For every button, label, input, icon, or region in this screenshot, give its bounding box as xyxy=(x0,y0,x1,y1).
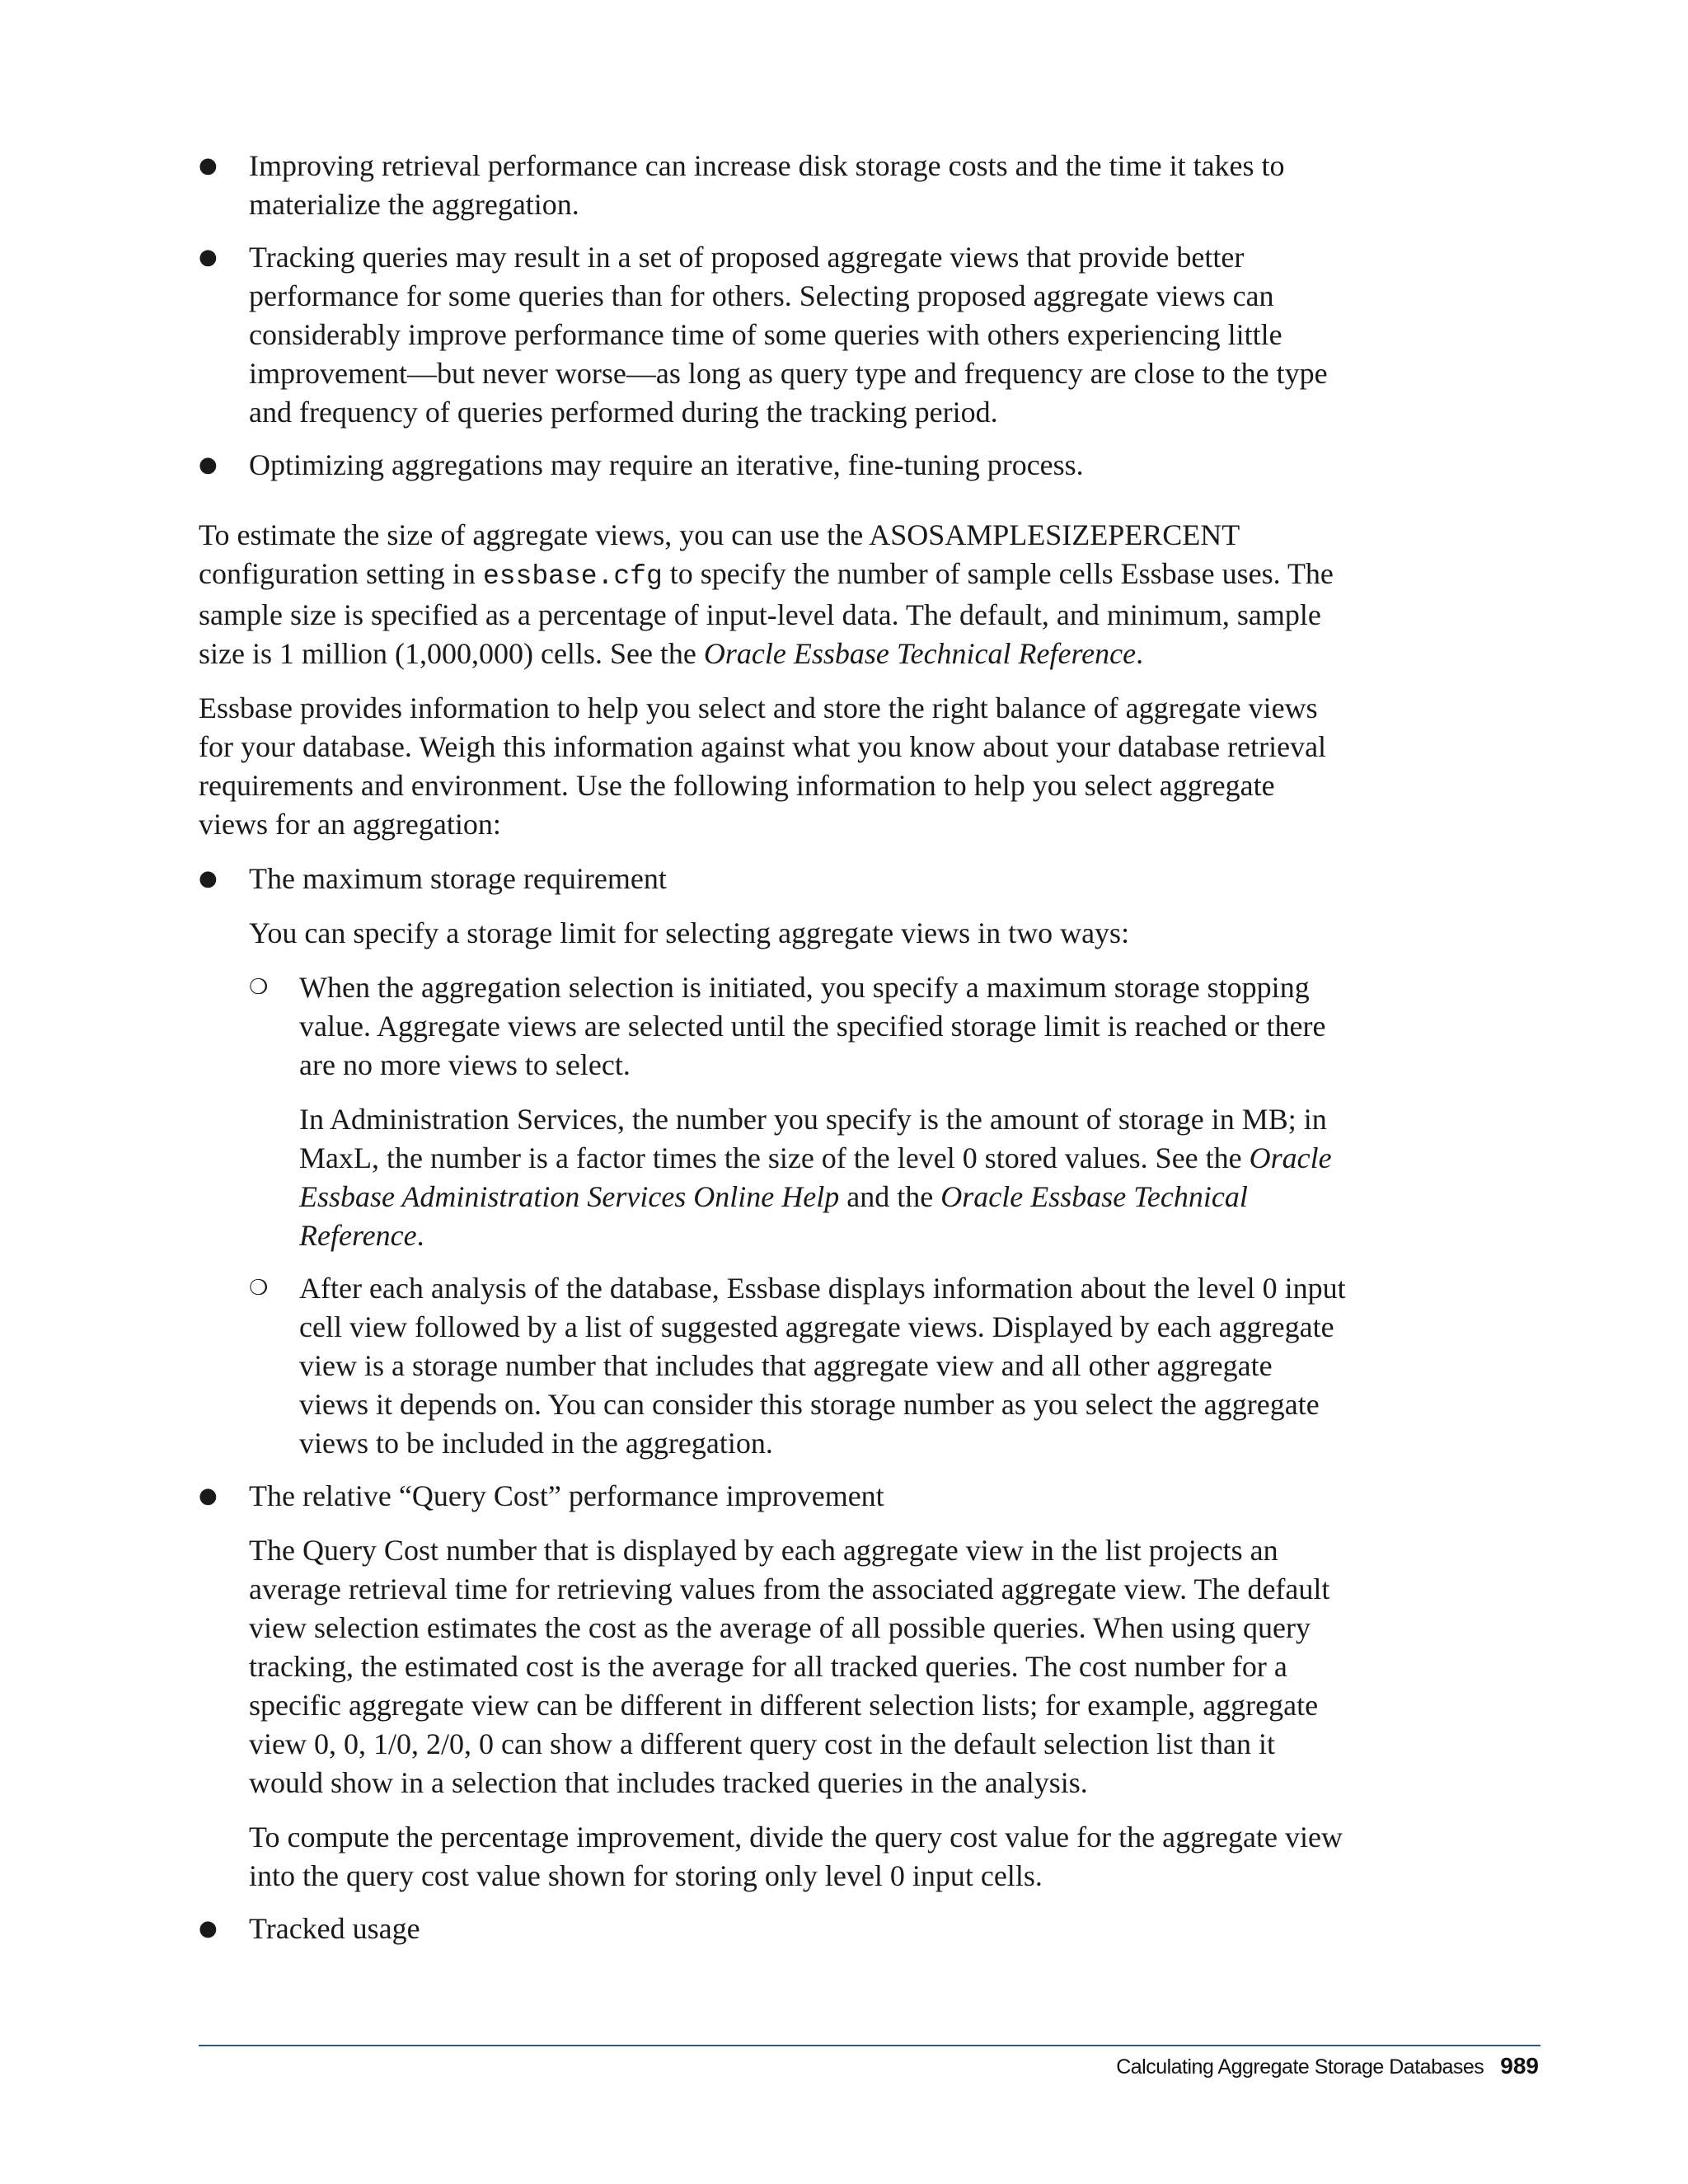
list-item-text: Improving retrieval performance can increase disk storage costs and the time it takes to materialize the aggregation. xyxy=(249,149,1285,221)
list-item-paragraph: The Query Cost number that is displayed by each aggregate view in the list projects an average retrieval time for retrieving values from the associated aggregate view. The default view selection estimates the cost as the average of all possible queries. When using query tracking, the estimated cost is the average for all tracked queries. The cost number for a specific aggregate view can be different in different selection lists; for example, aggregate view 0, 0, 1/0, 2/0, 0 can show a different query cost in the default selection list than it would show in a selection that includes tracked queries in the analysis. xyxy=(249,1534,1330,1799)
sub-list-item xyxy=(249,968,1346,1255)
paragraph-text: to specify the number of sample cells Essbase uses. The sample size is specified as a percentage of input-level data. The default, and minimum, sample size is 1 million (1,000,000) cells. See the xyxy=(199,557,1334,670)
sub-list-item-text: After each analysis of the database, Essbase displays information about the level 0 input cell view followed by a list of suggested aggregate views. Displayed by each aggregate view is a storage number that includes that aggregate view and all other aggregate views it depends on. You can consider this storage number as you select the aggregate views to be included in the aggregation. xyxy=(299,1272,1346,1460)
paragraph-info: Essbase provides information to help you select and store the right balance of aggregate views for your database. Weigh this information against what you know about your database retrieval requirements and environment. Use the following information to help you select aggregate views for an aggregation: xyxy=(199,691,1327,841)
page-body xyxy=(199,147,1346,1948)
sub-list-item-note xyxy=(299,1100,1346,1255)
reference-title: Oracle Essbase Technical Reference xyxy=(703,637,1137,670)
list-item xyxy=(199,446,1346,485)
list-item-tracked-usage xyxy=(199,1910,1346,1948)
paragraph-text: To estimate the size of aggregate views, you can use the ASOSAMPLESIZEPERCENT configuration setting in xyxy=(199,518,1240,590)
list-item-intro: You can specify a storage limit for selecting aggregate views in two ways: xyxy=(249,916,1130,949)
note-text: . xyxy=(416,1219,424,1252)
paragraph-text: . xyxy=(1136,637,1144,670)
list-item-label: Tracked usage xyxy=(249,1912,420,1945)
reference-title: Oracle Essbase Administration Services Online Help xyxy=(299,1141,1332,1213)
list-item-paragraph: To compute the percentage improvement, divide the query cost value for the aggregate view into the query cost value shown for storing only level 0 input cells. xyxy=(249,1821,1343,1892)
bullet-icon: ● xyxy=(199,245,218,269)
paragraph-estimate xyxy=(199,516,1346,673)
config-file-code: essbase.cfg xyxy=(482,561,663,592)
sub-list-item xyxy=(249,1269,1346,1463)
hollow-circle-bullet-icon: ❍ xyxy=(249,975,269,1000)
list-item-query-cost xyxy=(199,1477,1346,1896)
hollow-circle-bullet-icon: ❍ xyxy=(249,1276,269,1301)
page-number: 989 xyxy=(1500,2053,1539,2079)
page-footer xyxy=(1116,2052,1539,2081)
footer-divider xyxy=(199,2045,1540,2046)
list-item-label: The relative “Query Cost” performance improvement xyxy=(249,1479,884,1512)
list-item-text: Optimizing aggregations may require an iterative, fine-tuning process. xyxy=(249,448,1084,481)
bullet-icon: ● xyxy=(199,1483,218,1508)
list-item-text: Tracking queries may result in a set of proposed aggregate views that provide better performance for some queries than for others. Selecting proposed aggregate views can considerably improve performance time of some queries with others experiencing little improvement—but never worse—as long as query type and frequency are close to the type and frequency of queries performed during the tracking period. xyxy=(249,241,1328,429)
note-text: and the xyxy=(839,1180,941,1213)
list-item-storage xyxy=(199,860,1346,1463)
sub-list-item-text: When the aggregation selection is initiated, you specify a maximum storage stopping value. Aggregate views are selected until the specified storage limit is reached or there are no more views to select. xyxy=(299,971,1326,1081)
note-text: In Administration Services, the number you specify is the amount of storage in MB; in MaxL, the number is a factor times the size of the level 0 stored values. See the xyxy=(299,1103,1327,1174)
bullet-icon: ● xyxy=(199,153,218,178)
reference-title: Oracle Essbase Technical Reference xyxy=(299,1180,1248,1252)
bullet-icon: ● xyxy=(199,452,218,477)
list-item-label: The maximum storage requirement xyxy=(249,862,667,895)
bullet-icon: ● xyxy=(199,866,218,891)
list-item xyxy=(199,147,1346,224)
list-item xyxy=(199,238,1346,432)
bullet-icon: ● xyxy=(199,1916,218,1941)
footer-section-title: Calculating Aggregate Storage Databases xyxy=(1116,2055,1484,2079)
